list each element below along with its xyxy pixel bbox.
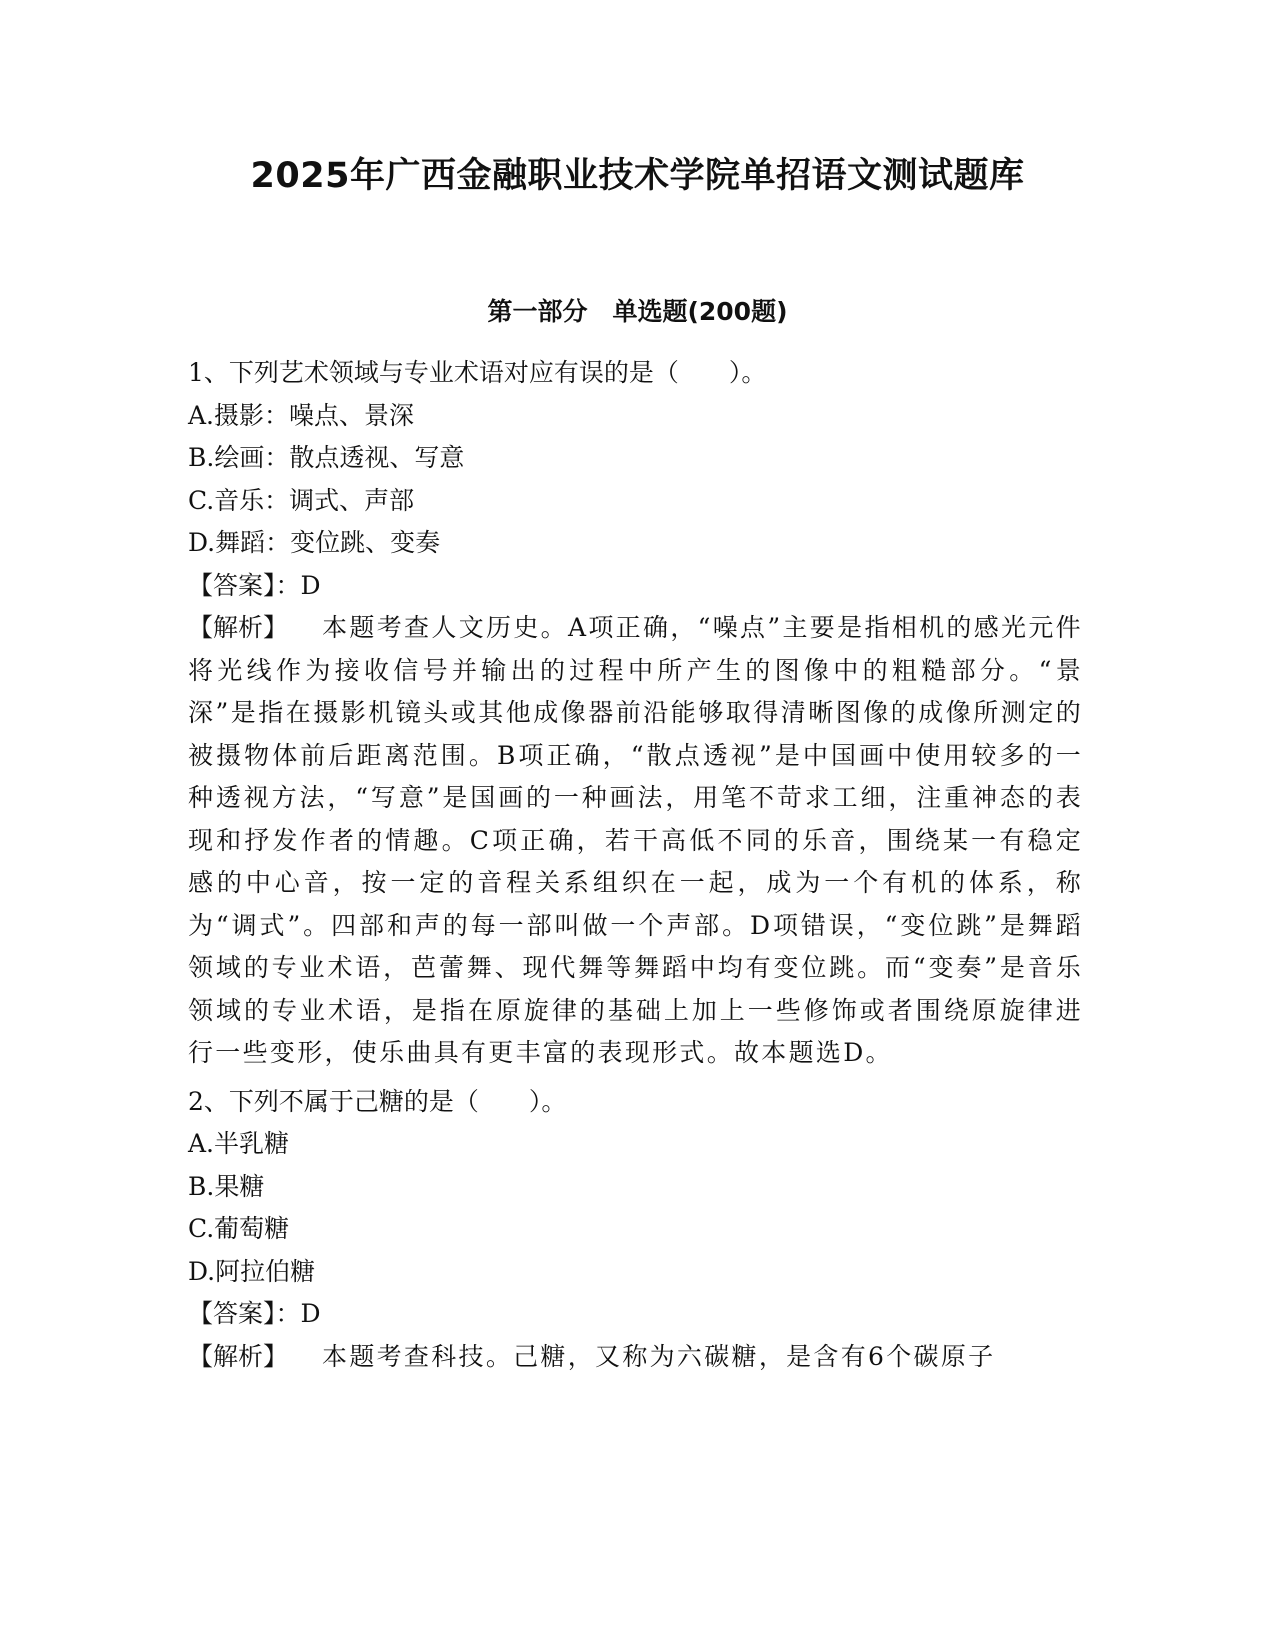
question-item: [188, 1081, 1083, 1379]
section-title: 第一部分 单选题(200题): [487, 297, 788, 326]
question-item: [188, 352, 1083, 1075]
answer-line: 【答案】：D: [188, 570, 321, 600]
option-d: D.阿拉伯糖: [188, 1256, 316, 1286]
option-b: B.果糖: [188, 1171, 265, 1201]
answer-line: 【答案】：D: [188, 1299, 321, 1328]
option-a: A.半乳糖: [188, 1129, 290, 1158]
question-stem: 2、下列不属于己糖的是（ ）。: [188, 1086, 567, 1116]
analysis-label: 【解析】: [188, 613, 289, 642]
option-c: C.葡萄糖: [188, 1214, 290, 1243]
analysis-paragraph: [188, 607, 1083, 1075]
option-d: D.舞蹈：变位跳、变奏: [188, 528, 441, 557]
question-stem: 1、下列艺术领域与专业术语对应有误的是（ ）。: [188, 358, 767, 387]
option-c: C.音乐：调式、声部: [188, 485, 415, 515]
question-list: [188, 352, 1083, 1378]
document-title: 2025年广西金融职业技术学院单招语文测试题库: [250, 156, 1025, 196]
option-a: A.摄影：噪点、景深: [188, 400, 415, 430]
analysis-label: 【解析】: [188, 1341, 289, 1371]
analysis-text: 本题考查科技。己糖，又称为六碳糖，是含有6个碳原子: [322, 1341, 996, 1371]
analysis-paragraph: [188, 1336, 1083, 1379]
option-b: B.绘画：散点透视、写意: [188, 443, 465, 472]
analysis-text: 本题考查人文历史。A项正确，“噪点”主要是指相机的感光元件将光线作为接收信号并输出的过程中所产生的图像中的粗糙部分。“景深”是指在摄影机镜头或其他成像器前沿能够取得清晰图像的成像所测定的被摄物体前后距离范围。B项正确，“散点透视”是中国画中使用较多的一种透视方法，“写意”是国画的一种画法，用笔不苛求工细，注重神态的表现和抒发作者的情趣。C项正确，若干高低不同的乐音，围绕某一有稳定感的中心音，按一定的音程关系组织在一起，成为一个有机的体系，称为“调式”。四部和声的每一部叫做一个声部。D项错误，“变位跳”是舞蹈领域的专业术语，芭蕾舞、现代舞等舞蹈中均有变位跳。而“变奏”是音乐领域的专业术语，是指在原旋律的基础上加上一些修饰或者围绕原旋律进行一些变形，使乐曲具有更丰富的表现形式。故本题选D。: [188, 613, 1083, 1067]
